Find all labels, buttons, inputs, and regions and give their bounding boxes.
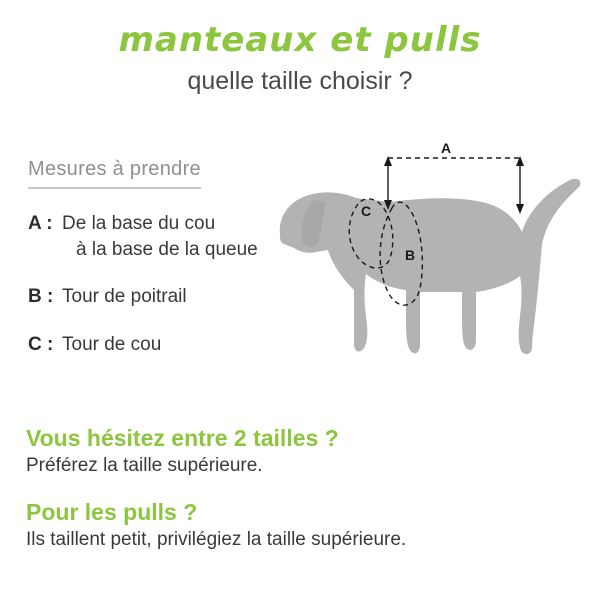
diagram-label-c: C	[360, 203, 372, 219]
notes-section	[26, 425, 576, 551]
page-subtitle: quelle taille choisir ?	[187, 67, 413, 96]
page-title: manteaux et pulls	[118, 20, 482, 60]
header	[0, 22, 600, 96]
measure-value	[62, 332, 161, 358]
note-heading-1: Vous hésitez entre 2 tailles ?	[26, 425, 339, 451]
measure-value-line1: Tour de cou	[62, 333, 162, 355]
measure-key: A :	[28, 213, 53, 234]
measure-key: B :	[28, 286, 54, 308]
measure-value	[62, 284, 187, 310]
dog-silhouette	[280, 179, 581, 354]
diagram-label-a: A	[440, 140, 452, 156]
measure-value-line1: De la base du cou	[62, 213, 216, 234]
measures-heading: Mesures à prendre	[28, 158, 201, 189]
dog-diagram	[270, 140, 590, 390]
measure-key: C :	[28, 333, 54, 355]
measure-value-line2: à la base de la queue	[76, 238, 258, 260]
note-body-2: Ils taillent petit, privilégiez la taille supérieure.	[26, 529, 407, 550]
diagram-label-b: B	[404, 247, 416, 263]
measure-value-line1: Tour de poitrail	[62, 286, 187, 308]
note-body-1: Préférez la taille supérieure.	[26, 455, 263, 476]
measure-value	[62, 211, 258, 262]
note-heading-2: Pour les pulls ?	[26, 499, 198, 525]
